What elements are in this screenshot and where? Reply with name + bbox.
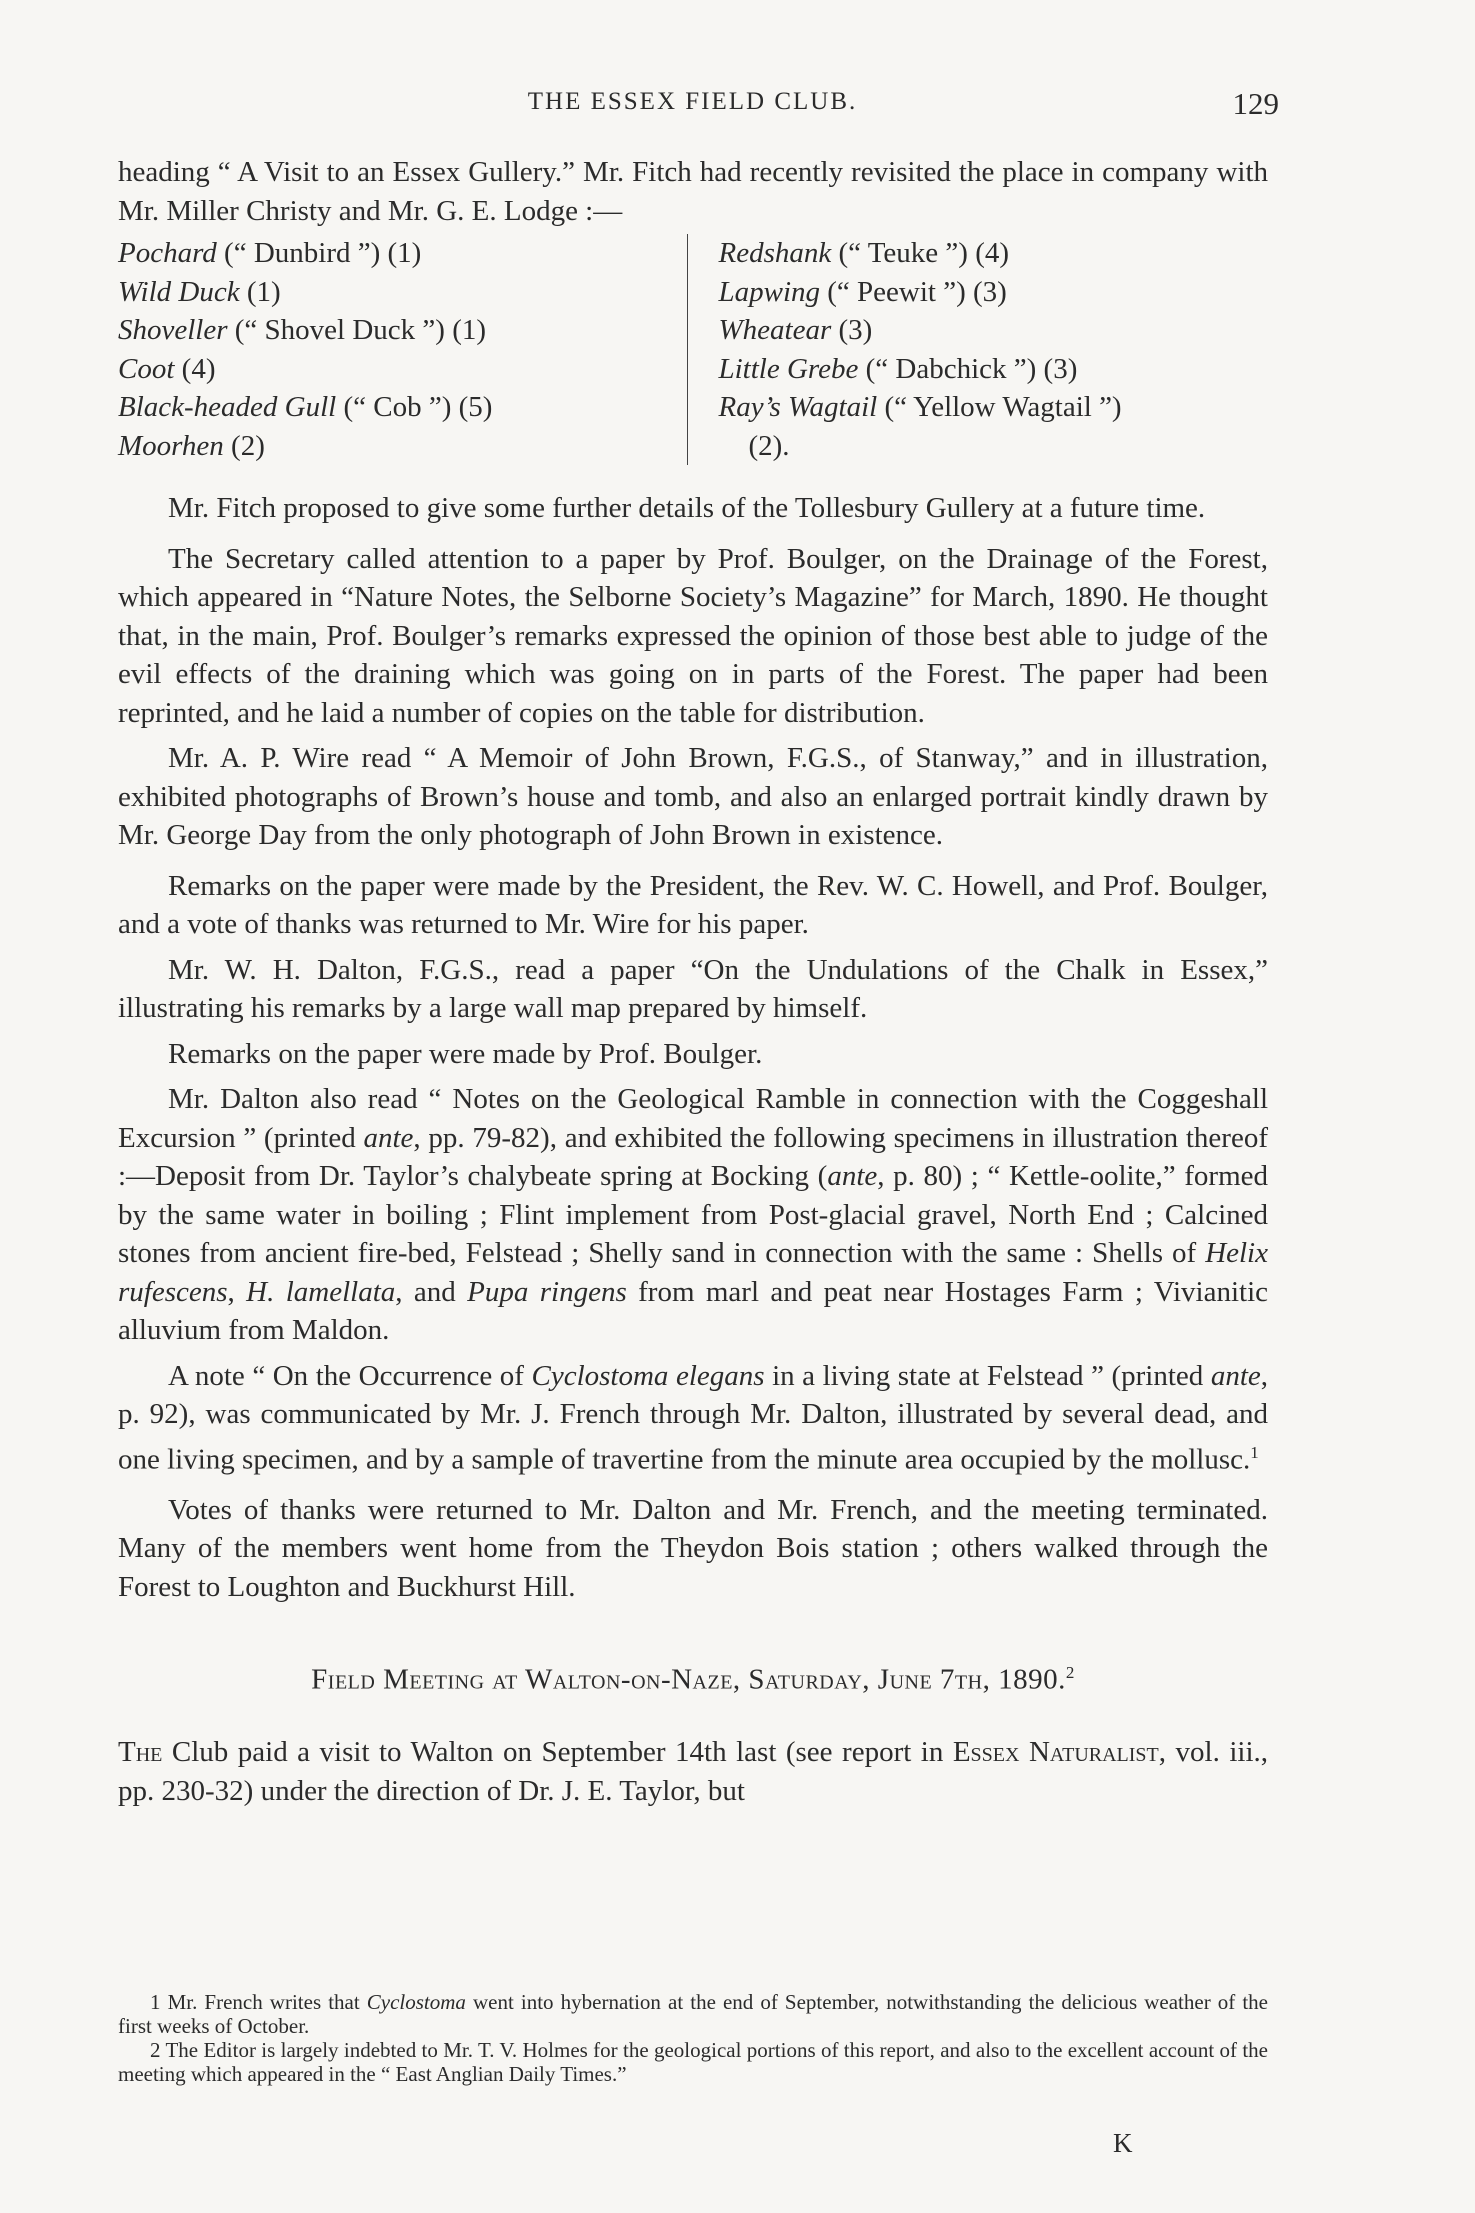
text-run-italic: ante (363, 1121, 414, 1154)
bird-entry (718, 388, 1268, 427)
text-run: , pp. 79-82), and exhibited the following specimens in illustration thereof :—Deposit from Dr. Taylor’s chalybeate spring at Bocking ( (118, 1121, 1268, 1192)
text-run-italic: ante (1210, 1359, 1261, 1392)
bird-entry (118, 311, 687, 350)
bird-entry (118, 234, 687, 273)
bird-name: Redshank (718, 237, 832, 269)
bird-count: (2) (223, 429, 265, 462)
bird-count: (“ Yellow Wagtail ”) (877, 391, 1122, 423)
bird-entry (118, 273, 687, 312)
bird-entry (118, 427, 687, 466)
text-run: , and (395, 1275, 468, 1308)
footnote-2: 2 The Editor is largely indebted to Mr. T. V. Holmes for the geological portions of this report, and also to the excellent account of the meeting which appeared in the “ East Anglian Daily Times.” (118, 2038, 1268, 2086)
paragraph-cyclostoma (118, 1357, 1268, 1479)
footnotes (118, 1990, 1268, 2086)
paragraph-dalton: Mr. W. H. Dalton, F.G.S., read a paper “On the Undulations of the Chalk in Essex,” illustrating his remarks by a large wall map prepared by himself. (118, 953, 1268, 1024)
bird-entry (718, 273, 1268, 312)
paragraph-fitch: Mr. Fitch proposed to give some further details of the Tollesbury Gullery at a future time. (168, 492, 1206, 524)
paragraph-votes: Votes of thanks were returned to Mr. Dalton and Mr. French, and the meeting terminated. Many of the members went home from the Theydon Bois station ; others walked through the Forest to Loughton and Buckhurst Hill. (118, 1493, 1268, 1603)
bird-name: Little Grebe (718, 352, 859, 385)
text-run: , vol. iii., pp. 230-32) under the direction of Dr. J. E. Taylor, but (118, 1736, 1268, 1807)
bird-count: (4) (174, 352, 216, 385)
text-run: A note “ On the Occurrence of (168, 1359, 532, 1392)
bird-count: (“ Dunbird ”) (1) (216, 237, 422, 269)
bird-entry (718, 234, 1268, 273)
paragraph-dalton-notes (118, 1080, 1268, 1350)
bird-count: (1) (239, 275, 281, 308)
text-run-italic: ante (827, 1160, 878, 1192)
text-run: 1 Mr. French writes that (150, 1990, 367, 2014)
text-run: , (227, 1275, 247, 1308)
footnote-ref-2: 2 (1065, 1663, 1075, 1683)
intro-paragraph (118, 153, 1268, 230)
species-name: Cyclostoma elegans (531, 1359, 765, 1392)
text-run: from marl and peat near Hostages Farm ; Vivianitic alluvium from Maldon. (118, 1275, 1268, 1346)
bird-name: Pochard (118, 237, 217, 269)
paragraph-walton (118, 1733, 1268, 1810)
bird-entry (118, 350, 687, 389)
bird-list-right (687, 234, 1268, 465)
bird-count: (2). (748, 429, 790, 462)
bird-count: (“ Shovel Duck ”) (1) (227, 314, 487, 346)
journal-name: Essex Naturalist (952, 1736, 1159, 1769)
running-title: THE ESSEX FIELD CLUB. (527, 88, 858, 115)
bird-name: Wild Duck (118, 275, 240, 308)
text-run: , p. 92), was communicated by Mr. J. French through Mr. Dalton, illustrated by several dead, and one living specimen, and by a sample of travertine from the minute area occupied by the mollusc. (118, 1359, 1268, 1476)
bird-list (118, 234, 1268, 465)
text-run: Mr. Dalton also read “ Notes on the Geological Ramble in connection with the Coggeshall Excursion ” (printed (118, 1083, 1268, 1154)
bird-name: Shoveller (118, 314, 228, 346)
paragraph-remarks-1: Remarks on the paper were made by the President, the Rev. W. C. Howell, and Prof. Boulger, and a vote of thanks was returned to Mr. Wire for his paper. (118, 869, 1268, 940)
intro-line-2: place in company with Mr. Miller Christy and Mr. G. E. Lodge :— (118, 156, 1268, 227)
paragraph-remarks-2: Remarks on the paper were made by Prof. Boulger. (168, 1037, 763, 1070)
species-name: Pupa ringens (467, 1275, 627, 1308)
bird-name: Black-headed Gull (118, 391, 337, 423)
bird-count: (3) (831, 314, 873, 346)
bird-count: (“ Teuke ”) (4) (831, 237, 1010, 269)
bird-name: Ray’s Wagtail (718, 391, 878, 423)
bird-name: Wheatear (718, 314, 832, 346)
species-name: H. lamellata (246, 1275, 396, 1308)
paragraph-wire: Mr. A. P. Wire read “ A Memoir of John Brown, F.G.S., of Stanway,” and in illustration, exhibited photographs of Brown’s house and tomb, and also an enlarged portrait kindly drawn by Mr. George Day from the only photograph of John Brown in existence. (118, 742, 1268, 851)
page-number: 129 (1232, 86, 1279, 121)
bird-name: Moorhen (118, 429, 224, 462)
paragraph-secretary: The Secretary called attention to a paper by Prof. Boulger, on the Drainage of the Forest, which appeared in “Nature Notes, the Selborne Society’s Magazine” for March, 1890. He thought that, in the main, Prof. Boulger’s remarks expressed the opinion of those best able to judge of the evil effects of the draining which was going on in parts of the Forest. The paper had been reprinted, and he laid a number of copies on the table for distribution. (118, 542, 1268, 729)
body-text (118, 153, 1268, 1810)
bird-name: Coot (118, 352, 175, 385)
section-heading (118, 1654, 1268, 1699)
running-head (118, 86, 1279, 124)
text-run: in a living state at Felstead ” (printed (764, 1359, 1211, 1392)
text-run: , p. 80) ; “ Kettle-oolite,” formed by the same water in boiling ; Flint implement from Post-glacial gravel, North End ; Calcined stones from ancient fire-bed, Felstead ; Shelly sand in connection with the same : Shells of (118, 1160, 1268, 1269)
footnote-1 (118, 1990, 1268, 2038)
bird-name: Lapwing (718, 275, 821, 308)
footnote-ref-1: 1 (1250, 1442, 1259, 1462)
bird-list-left (118, 234, 687, 465)
text-run: went into hybernation at the end of September, notwithstanding the delicious weather of the first weeks of October. (118, 1990, 1268, 2038)
bird-count: (“ Peewit ”) (3) (820, 275, 1007, 308)
bird-entry (718, 311, 1268, 350)
signature-mark: K (1113, 2128, 1133, 2158)
intro-line-1: heading “ A Visit to an Essex Gullery.” Mr. Fitch had recently revisited the (118, 156, 995, 188)
bird-entry (118, 388, 687, 427)
species-name: Cyclostoma (366, 1990, 466, 2014)
species-name: Helix rufescens (118, 1237, 1268, 1308)
section-heading-text: Field Meeting at Walton-on-Naze, Saturday, June 7th, 1890. (311, 1663, 1066, 1696)
text-run: Club paid a visit to Walton on September 14th last (see report in (162, 1736, 953, 1769)
bird-count: (“ Cob ”) (5) (336, 391, 493, 423)
bird-entry (718, 350, 1268, 389)
bird-count: (“ Dabchick ”) (3) (858, 352, 1078, 385)
bird-entry (718, 427, 1268, 466)
drop-word: The (118, 1736, 163, 1769)
